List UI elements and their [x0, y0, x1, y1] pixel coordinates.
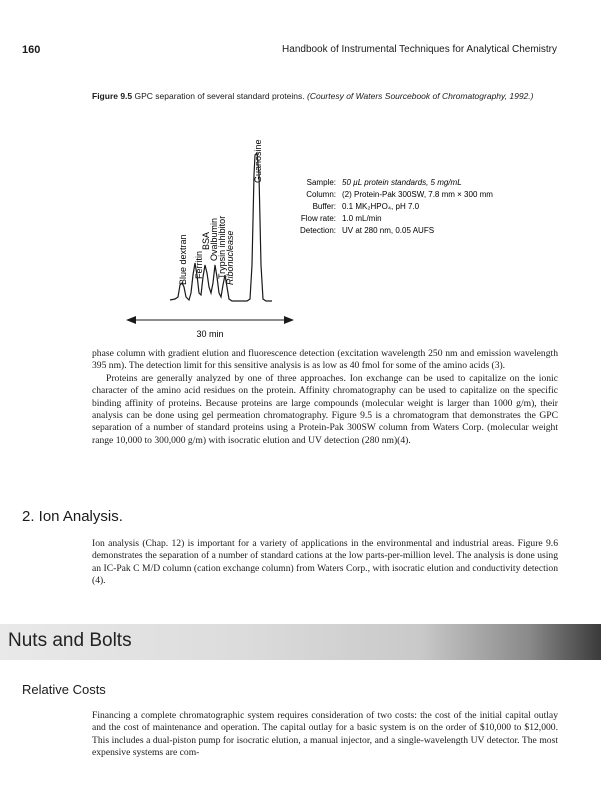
chromatogram-figure: [92, 115, 562, 355]
figure-label: Figure 9.5: [92, 91, 133, 101]
body-block-2: [92, 538, 558, 588]
peak-label-bsa: BSA: [201, 231, 211, 250]
cond-label-buffer: Buffer:: [312, 202, 336, 211]
running-head: Handbook of Instrumental Techniques for Analytical Chemistry: [282, 44, 557, 55]
paragraph-3: Ion analysis (Chap. 12) is important for a variety of applications in the environmental and industrial areas. Figure 9.6 demonstrates the separation of a number of standard cations at the low parts-per-million level. The analysis is done using an IC-Pak C M/D column (cation exchange column) from Waters Corp., with isocratic elution and conductivity detection (4).: [92, 538, 558, 587]
figure-credit: (Courtesy of Waters Sourcebook of Chromatography, 1992.): [307, 91, 534, 101]
cond-label-detection: Detection:: [299, 226, 336, 235]
body-block-3: [92, 710, 558, 760]
cond-label-sample: Sample:: [306, 178, 336, 187]
paragraph-2: Proteins are generally analyzed by one of three approaches. Ion exchange can be used to capitalize on the ionic character of the amino acid residues on the protein. Affinity chromatography can be used to capitalize on the specific binding affinity of proteins. Because proteins are large compounds (molecular weight is larger than 1000 g/m), their analysis can be done using gel permeation chromatography. Figure 9.5 is a chromatogram that demonstrates the GPC separation of a number of standard proteins using a Protein-Pak 300SW column from Waters Corp. (molecular weight range 10,000 to 300,000 g/m) with isocratic elution and UV detection (280 nm)(4).: [92, 372, 558, 446]
relative-costs-heading: Relative Costs: [22, 682, 106, 697]
figure-caption-text: GPC separation of several standard proteins.: [134, 91, 305, 101]
page-number: 160: [22, 44, 41, 56]
section-heading-ion-analysis: 2. Ion Analysis.: [22, 508, 123, 525]
paragraph-1: phase column with gradient elution and fluorescence detection (excitation wavelength 250 nm and emission wavelength 395 nm). The detection limit for this sensitive analysis is as low as 40 fmol for some of the amino acids (3).: [92, 348, 558, 372]
cond-value-column: (2) Protein-Pak 300SW, 7.8 mm × 300 mm: [342, 190, 493, 199]
time-axis-left-arrow: [126, 316, 136, 324]
cond-label-flow: Flow rate:: [300, 214, 336, 223]
cond-label-column: Column:: [306, 190, 336, 199]
peak-label-ribonuclease: Ribonuclease: [225, 230, 235, 285]
cond-value-buffer: 0.1 MK₂HPO₄, pH 7.0: [342, 202, 420, 211]
cond-value-detection: UV at 280 nm, 0.05 AUFS: [342, 226, 435, 235]
peak-label-ovalbumin: Ovalbumin: [209, 217, 219, 261]
paragraph-4: Financing a complete chromatographic system requires consideration of two costs: the cost of the initial capital outlay and the cost of maintenance and operation. The capital outlay for a basic system is on the order of $10,000 to $12,000. This includes a dual-piston pump for isocratic elution, a manual injector, and a single-wavelength UV detector. The most expensive systems are com-: [92, 710, 558, 759]
cond-value-flow: 1.0 mL/min: [342, 214, 382, 223]
cond-value-sample: 50 µL protein standards, 5 mg/mL: [342, 178, 462, 187]
figure-caption: [92, 90, 562, 102]
body-block-1: [92, 348, 558, 447]
time-axis-right-arrow: [284, 316, 294, 324]
time-axis-label: 30 min: [196, 329, 224, 339]
peak-label-ferritin: Ferritin: [194, 250, 204, 279]
peak-label-trypsin-inhibitor: Trypsin inhibitor: [217, 215, 227, 279]
peak-label-blue-dextran: Blue dextran: [178, 234, 188, 285]
nuts-and-bolts-title: Nuts and Bolts: [8, 630, 132, 651]
peak-label-guanosine: Guanosine: [253, 139, 263, 183]
